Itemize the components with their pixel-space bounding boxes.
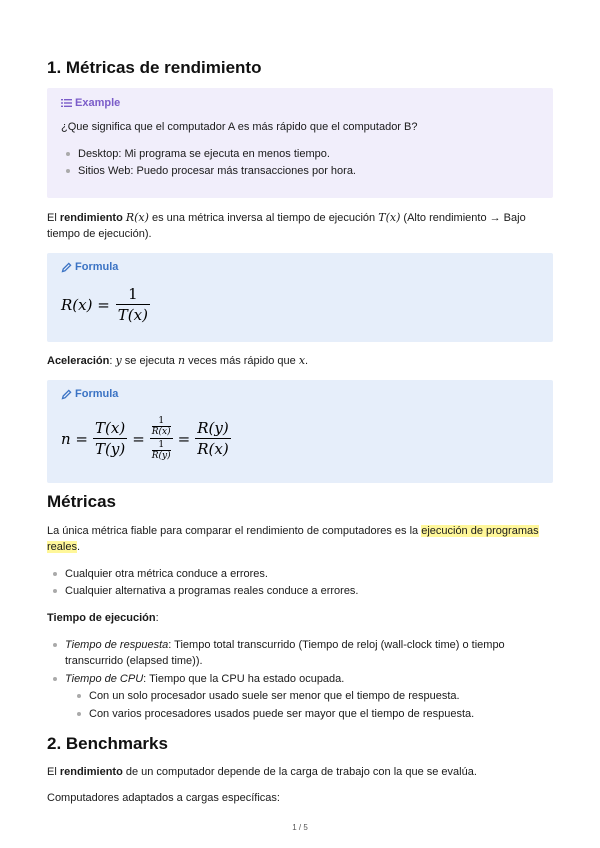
math-tx: T(x) [378, 211, 401, 224]
formula-speedup: n = $\frac{T(x)}{T(y)}$ = 1 R(x) 1 R(y) = $\frac{R(y)}{R(x)}$ [61, 416, 229, 461]
pencil-icon [61, 262, 72, 273]
formula-r-equals-inverse-t: R(x) = $\frac{1}{T(x)}$ [61, 285, 148, 324]
bullet-dot [53, 643, 57, 647]
aceleracion-paragraph: Aceleración: y se ejecuta n veces más rápido que x. [47, 354, 309, 367]
example-item-text: Sitios Web: Puedo procesar más transacciones por hora. [78, 165, 356, 177]
formula-label-text: Formula [75, 261, 119, 273]
formula-callout-2 [47, 380, 553, 483]
cpu-sub-item: Con varios procesadores usados puede ser mayor que el tiempo de respuesta. [89, 706, 474, 722]
example-label [61, 97, 120, 109]
section-title-benchmarks: 2. Benchmarks [47, 734, 168, 753]
math-rx: R(x) [125, 211, 149, 224]
bullet-dot [53, 677, 57, 681]
example-label-text: Example [75, 97, 121, 109]
formula-label [61, 261, 118, 273]
benchmarks-paragraph-1: El rendimiento de un computador depende de la carga de trabajo con la que se evalúa. [47, 766, 477, 778]
metricas-item: Cualquier alternativa a programas reales conduce a errores. [65, 583, 359, 599]
page-number: 1 / 5 [292, 823, 308, 832]
example-callout [47, 88, 553, 198]
section-title-metricas: Métricas [47, 492, 116, 511]
highlight: ejecución de programas [421, 525, 539, 537]
highlight: reales [47, 541, 77, 553]
formula-label [61, 388, 118, 400]
section-title-metricas-rendimiento: 1. Métricas de rendimiento [47, 58, 262, 77]
aceleracion-bold: Aceleración [47, 355, 110, 367]
tiempo-cpu-item: Tiempo de CPU: Tiempo que la CPU ha estado ocupada. [65, 671, 344, 687]
bullet-dot [53, 589, 57, 593]
example-question: ¿Que significa que el computador A es más rápido que el computador B? [61, 121, 418, 133]
benchmarks-paragraph-2: Computadores adaptados a cargas específicas: [47, 792, 280, 804]
metricas-item: Cualquier otra métrica conduce a errores. [65, 566, 268, 582]
cpu-sub-item: Con un solo procesador usado suele ser menor que el tiempo de respuesta. [89, 688, 460, 704]
pencil-icon [61, 389, 72, 400]
bullet-dot [77, 712, 81, 716]
example-item [78, 163, 356, 179]
metricas-paragraph: La única métrica fiable para comparar el rendimiento de computadores es la ejecución de programas reales. [47, 525, 539, 553]
example-item-text: Desktop: Mi programa se ejecuta en menos tiempo. [78, 148, 330, 160]
bullet-dot [66, 152, 70, 156]
tiempo-respuesta-item: Tiempo de respuesta: Tiempo total transcurrido (Tiempo de reloj (wall-clock time) o tiempo transcurrido (elapsed time)). [65, 637, 553, 669]
bullet-dot [77, 694, 81, 698]
formula-callout-1 [47, 253, 553, 342]
bullet-dot [66, 169, 70, 173]
rendimiento-paragraph: El rendimiento R(x) es una métrica inversa al tiempo de ejecución T(x) (Alto rendimiento → Bajo tiempo de ejecución). [47, 211, 526, 240]
list-icon [61, 98, 72, 108]
example-item [78, 146, 330, 162]
rendimiento-bold: rendimiento [59, 212, 123, 224]
formula-label-text: Formula [75, 388, 119, 400]
tiempo-ejecucion-label: Tiempo de ejecución: [47, 612, 159, 624]
bullet-dot [53, 572, 57, 576]
